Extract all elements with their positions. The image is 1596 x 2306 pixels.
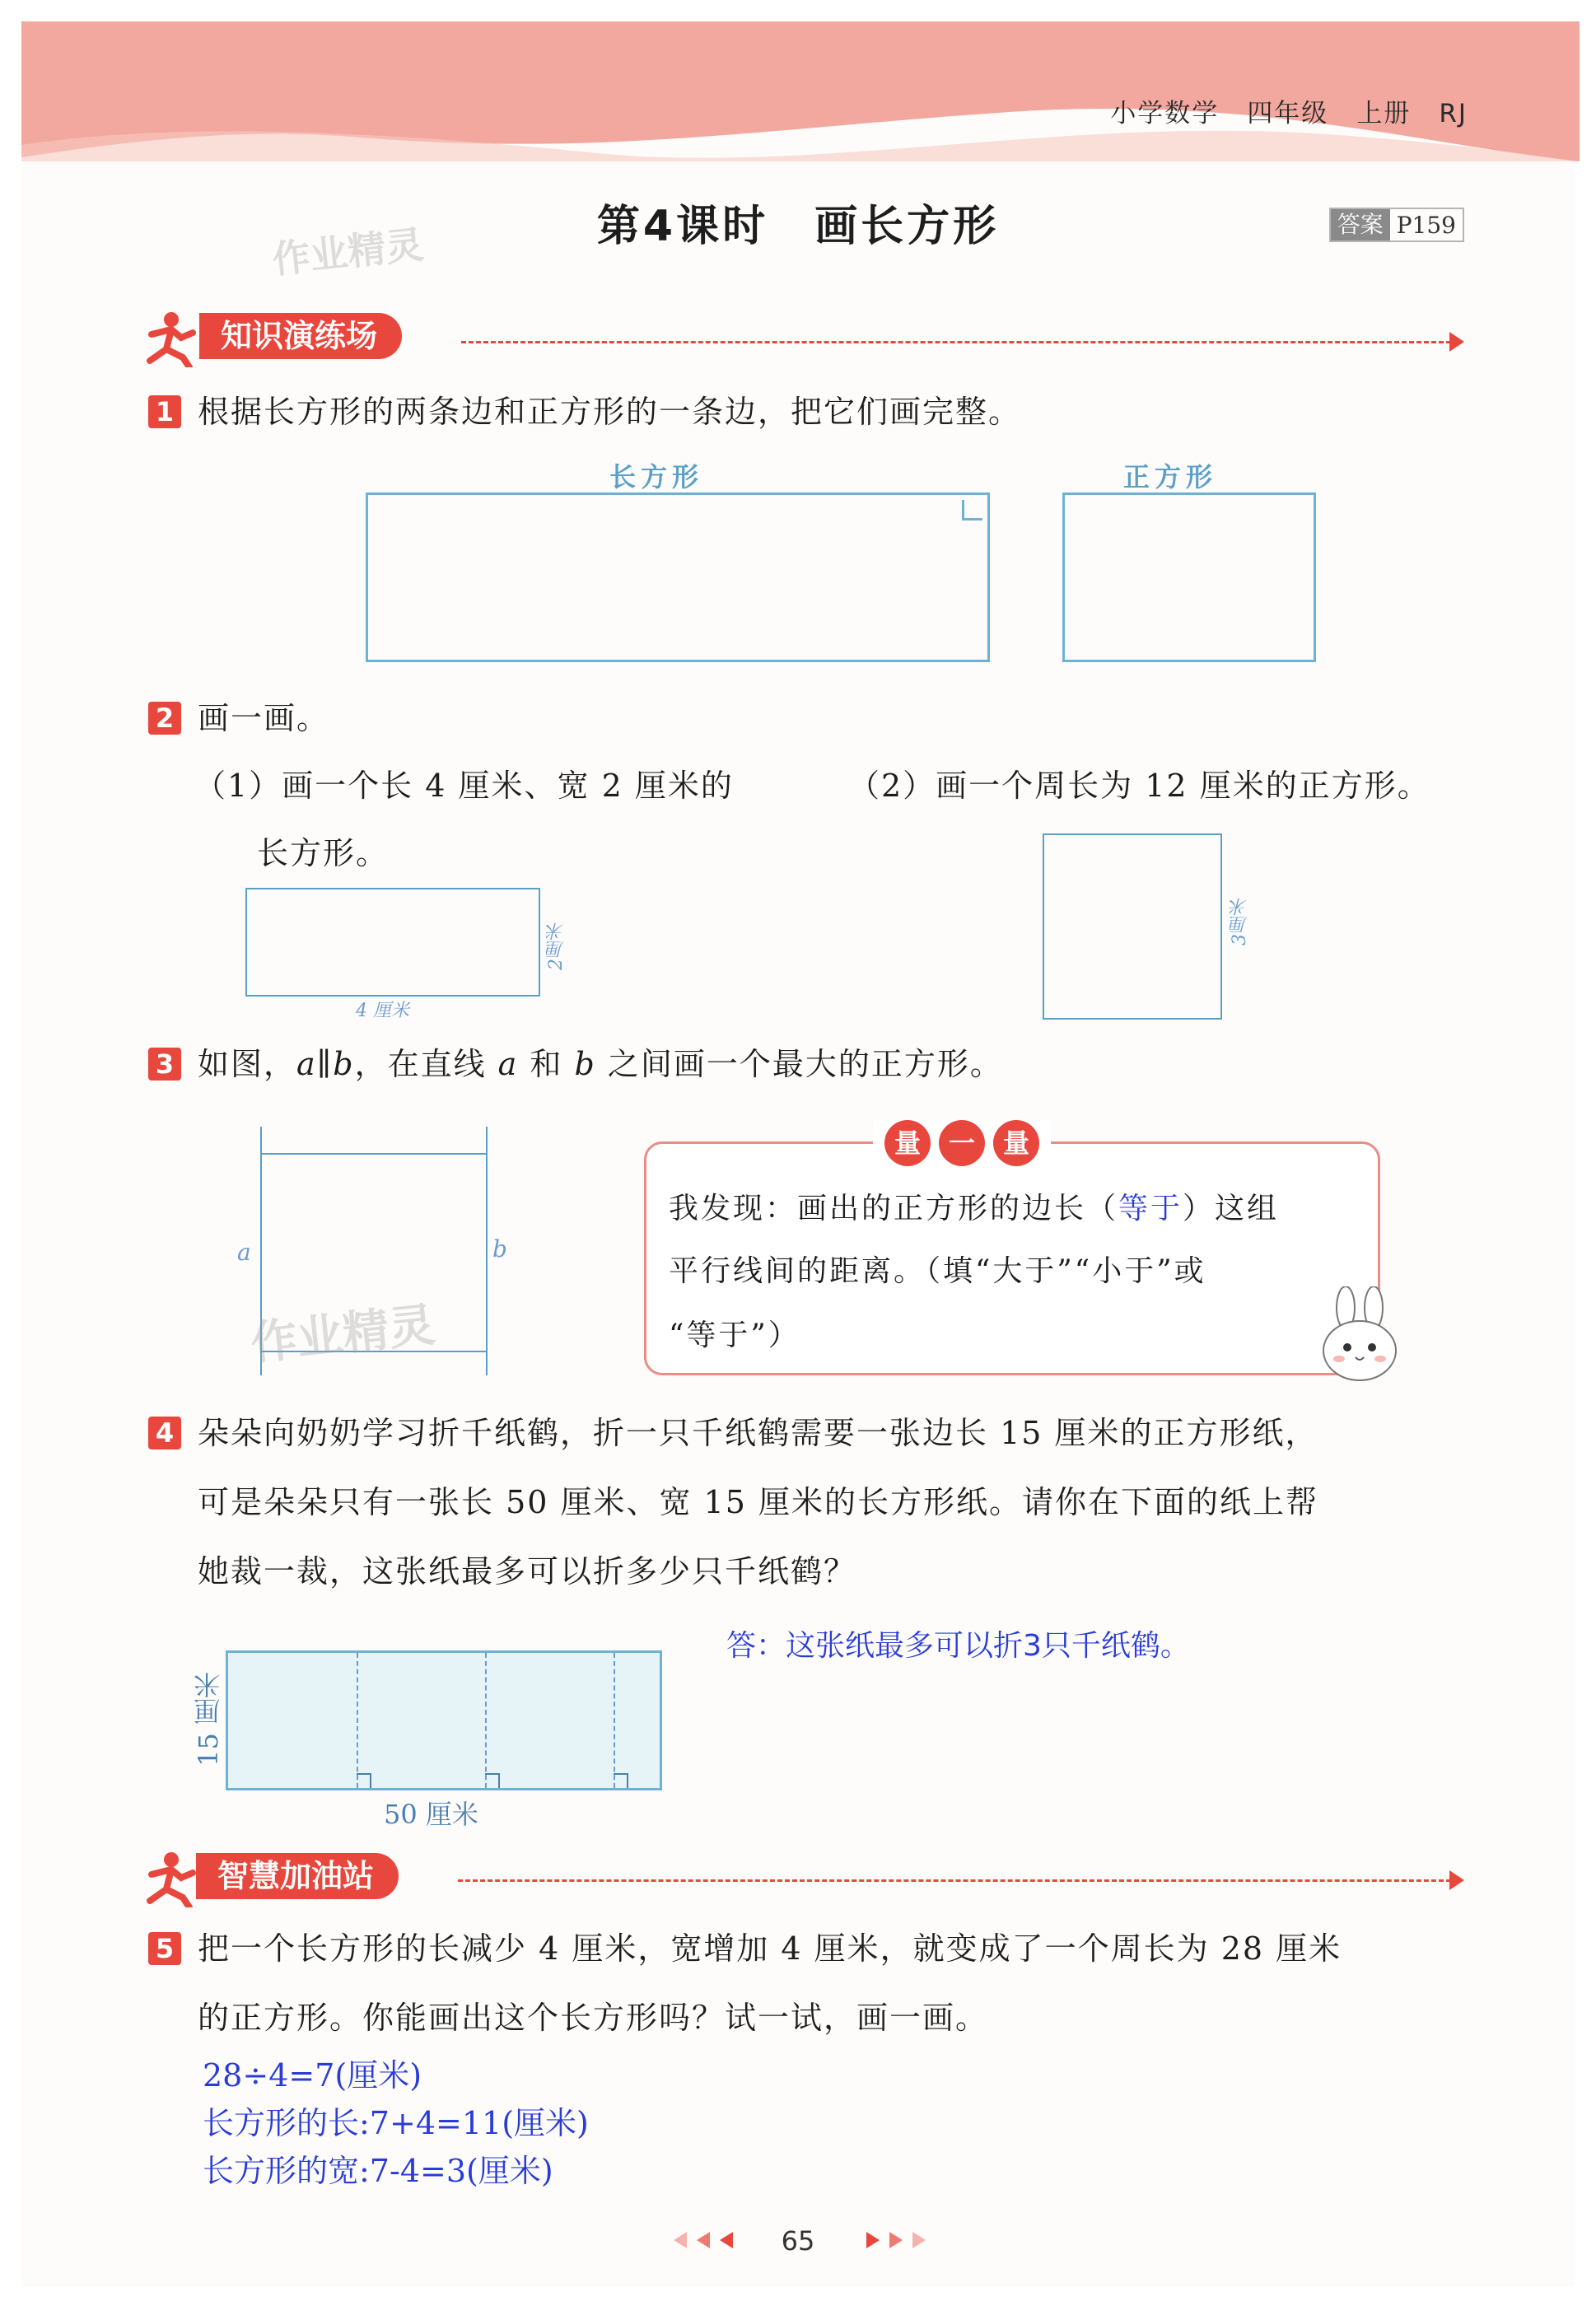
question-5-line-2: 的正方形。你能画出这个长方形吗？试一试，画一画。 [198, 2000, 989, 2036]
header-meta [1082, 92, 1468, 129]
section-practice-title: 知识演练场 [199, 313, 402, 359]
question-2-part-1: （1）画一个长 4 厘米、宽 2 厘米的 [194, 768, 734, 804]
header-grade: 四年级 [1247, 99, 1329, 128]
question-1-text: 根据长方形的两条边和正方形的一条边，把它们画完整。 [198, 394, 1022, 430]
square-figure [1062, 492, 1316, 662]
drawn-square [1043, 833, 1222, 1020]
measure-title-char: 一 [939, 1120, 985, 1166]
line-a-symbol: a [497, 1046, 519, 1082]
section-divider [461, 341, 1451, 343]
measure-answer: 等于 [1118, 1192, 1183, 1225]
question-number: 4 [148, 1417, 181, 1449]
cut-line [485, 1653, 487, 1788]
rectangle-height-label: 2厘米 [546, 922, 567, 970]
header-volume: 上册 [1356, 99, 1412, 128]
page-next-decoration-icon [853, 2230, 927, 2250]
measure-title-char: 量 [993, 1120, 1039, 1166]
header-edition: RJ [1439, 99, 1468, 128]
line-a-symbol: a [296, 1046, 317, 1082]
question-4-line-1: 朵朵向奶奶学习折千纸鹤，折一只千纸鹤需要一张边长 15 厘米的正方形纸， [198, 1415, 1318, 1451]
question-2-text: 画一画。 [198, 700, 330, 736]
header-subject: 小学数学 [1110, 99, 1220, 128]
right-angle-mark [485, 1773, 500, 1788]
line-b [486, 1127, 488, 1375]
arrow-right-icon [1449, 332, 1464, 352]
measure-line-1-pre: 我发现：画出的正方形的边长（ [669, 1192, 1119, 1225]
line-b-label: b [492, 1235, 507, 1263]
answer-reference [1329, 208, 1464, 242]
paper-figure [226, 1650, 662, 1790]
q3-text-pre: 如图， [198, 1046, 297, 1082]
question-number: 1 [148, 395, 181, 428]
q3-text-post: 之间画一个最大的正方形。 [595, 1046, 1003, 1082]
cut-line [357, 1653, 358, 1788]
question-number: 3 [148, 1048, 181, 1081]
question-4-answer: 答：这张纸最多可以折3只千纸鹤。 [726, 1629, 1190, 1663]
right-angle-mark [357, 1773, 371, 1788]
bunny-icon [1314, 1286, 1405, 1385]
question-2-part-2: （2）画一个周长为 12 厘米的正方形。 [848, 768, 1430, 804]
drawn-rectangle [245, 888, 540, 997]
section-divider [458, 1879, 1451, 1882]
question-4-line-2: 可是朵朵只有一张长 50 厘米、宽 15 厘米的长方形纸。请你在下面的纸上帮 [198, 1484, 1319, 1520]
header-banner [21, 21, 1580, 161]
question-2-part-1-cont: 长方形。 [257, 835, 390, 871]
rectangle-width-label: 4 厘米 [356, 1001, 409, 1021]
parallel-symbol: ∥ [316, 1046, 334, 1082]
measure-title [873, 1120, 1051, 1166]
measure-title-char: 量 [884, 1120, 931, 1166]
paper-height-label: 15 厘米 [193, 1672, 224, 1767]
section-challenge-title: 智慧加油站 [196, 1853, 399, 1899]
question-number: 2 [148, 702, 181, 735]
question-4-line-3: 她裁一裁，这张纸最多可以折多少只千纸鹤？ [198, 1553, 857, 1589]
rectangle-label: 长方形 [609, 461, 704, 492]
lesson-title: 第4课时 画长方形 [596, 202, 1000, 251]
question-5-line-1: 把一个长方形的长减少 4 厘米，宽增加 4 厘米，就变成了一个周长为 28 厘米 [198, 1930, 1342, 1967]
work-line: 28÷4=7(厘米) [203, 2057, 422, 2094]
line-b-symbol: b [333, 1046, 355, 1082]
right-angle-mark [614, 1773, 628, 1788]
answer-reference-page: P159 [1396, 211, 1456, 239]
right-angle-mark [962, 500, 982, 520]
square-label: 正方形 [1123, 461, 1218, 492]
measure-line-1-post: ）这组 [1183, 1192, 1280, 1225]
measure-line-2: 平行线间的距离。（填“大于”“小于”或 [669, 1254, 1206, 1288]
line-b-symbol: b [574, 1046, 596, 1082]
question-number: 5 [148, 1932, 181, 1965]
measure-line-1 [669, 1176, 1279, 1242]
rectangle-figure [366, 492, 990, 662]
question-3-text [198, 1029, 1003, 1099]
square-side-label: 3厘米 [1230, 898, 1250, 945]
q3-text-mid: ，在直线 [354, 1046, 498, 1082]
q3-text-and: 和 [518, 1046, 575, 1082]
paper-width-label: 50 厘米 [384, 1799, 478, 1830]
page-number: 65 [781, 2225, 815, 2257]
watermark: 作业精灵 [269, 222, 426, 282]
arrow-right-icon [1449, 1870, 1464, 1890]
watermark: 作业精灵 [248, 1298, 438, 1371]
line-a-label: a [237, 1239, 251, 1266]
cut-line [614, 1653, 615, 1788]
measure-line-3: “等于”） [669, 1319, 800, 1352]
work-line: 长方形的宽:7-4=3(厘米) [203, 2153, 553, 2189]
answer-reference-label: 答案 [1331, 209, 1390, 240]
work-line: 长方形的长:7+4=11(厘米) [203, 2105, 589, 2141]
